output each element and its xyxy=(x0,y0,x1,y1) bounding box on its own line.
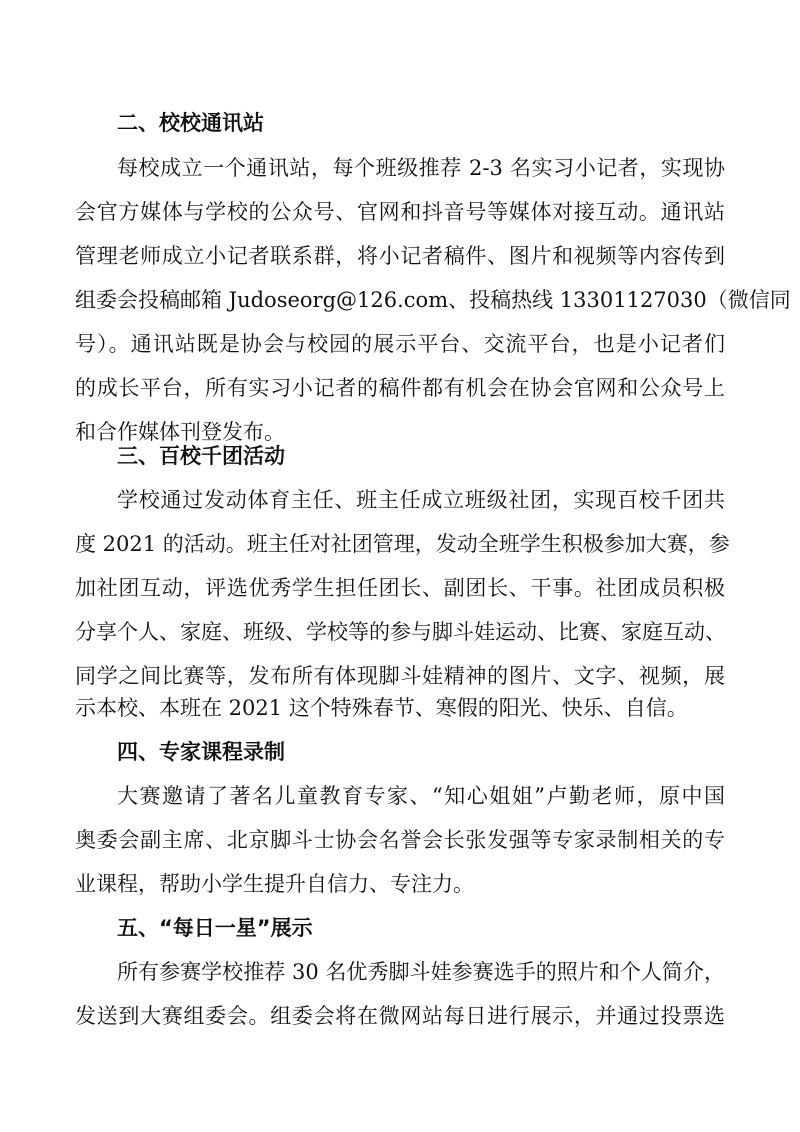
paragraph-line: 所有参赛学校推荐 30 名优秀脚斗娃参赛选手的照片和个人简介， xyxy=(117,960,725,984)
section-heading: 三、百校千团活动 xyxy=(117,444,285,468)
section-heading: 五、“每日一星”展示 xyxy=(117,916,313,940)
paragraph-line: 会官方媒体与学校的公众号、官网和抖音号等媒体对接互动。通讯站 xyxy=(75,200,725,224)
paragraph-line: 组委会投稿邮箱 Judoseorg@126.com、投稿热线 13301127030（微信同 xyxy=(75,288,791,312)
paragraph-line: 业课程，帮助小学生提升自信力、专注力。 xyxy=(75,872,474,896)
paragraph-line: 每校成立一个通讯站，每个班级推荐 2-3 名实习小记者，实现协 xyxy=(117,156,725,180)
paragraph-line: 的成长平台，所有实习小记者的稿件都有机会在协会官网和公众号上 xyxy=(75,376,725,400)
paragraph-line: 管理老师成立小记者联系群，将小记者稿件、图片和视频等内容传到 xyxy=(75,244,725,268)
paragraph-line: 大赛邀请了著名儿童教育专家、“知心姐姐”卢勤老师，原中国 xyxy=(117,784,725,808)
paragraph-line: 发送到大赛组委会。组委会将在微网站每日进行展示，并通过投票选 xyxy=(75,1004,725,1028)
section-heading: 四、专家课程录制 xyxy=(117,740,285,764)
paragraph-line: 度 2021 的活动。班主任对社团管理，发动全班学生积极参加大赛，参 xyxy=(75,532,730,556)
paragraph-line: 学校通过发动体育主任、班主任成立班级社团，实现百校千团共 xyxy=(117,488,725,512)
paragraph-line: 号）。通讯站既是协会与校园的展示平台、交流平台，也是小记者们 xyxy=(75,332,725,356)
section-heading: 二、校校通讯站 xyxy=(117,111,264,135)
paragraph-line: 奥委会副主席、北京脚斗士协会名誉会长张发强等专家录制相关的专 xyxy=(75,828,725,852)
paragraph-line: 同学之间比赛等，发布所有体现脚斗娃精神的图片、文字、视频，展 xyxy=(75,664,725,688)
paragraph-line: 分享个人、家庭、班级、学校等的参与脚斗娃运动、比赛、家庭互动、 xyxy=(75,620,726,644)
paragraph-line: 和合作媒体刊登发布。 xyxy=(75,420,285,444)
paragraph-line: 示本校、本班在 2021 这个特殊春节、寒假的阳光、快乐、自信。 xyxy=(75,696,688,720)
paragraph-line: 加社团互动，评选优秀学生担任团长、副团长、干事。社团成员积极 xyxy=(75,576,725,600)
